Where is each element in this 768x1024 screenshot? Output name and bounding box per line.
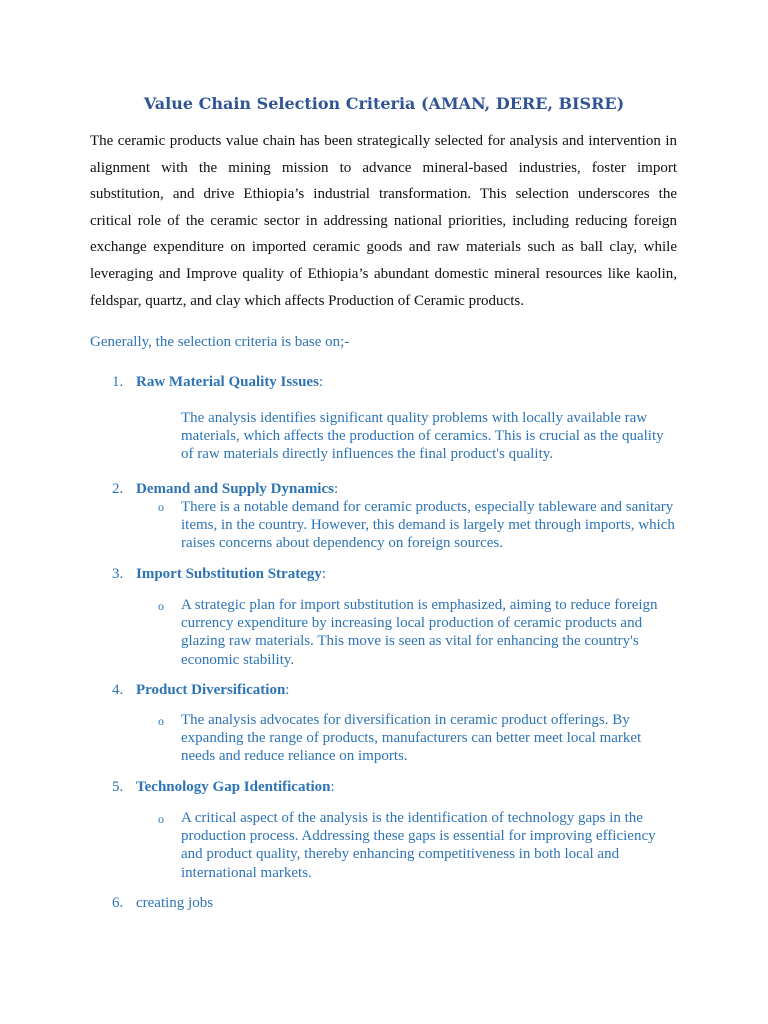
intro-line: feldspar, quartz, and clay which affects Production of Ceramic products.	[90, 292, 524, 309]
criterion-description: A critical aspect of the analysis is the identification of technology gaps in the production process. Addressing these gaps is essential for improving efficiency and product quality, thereby enhancing competitiveness in both local and international markets.	[181, 810, 656, 881]
criterion-description: The analysis advocates for diversification in ceramic product offerings. By expanding the range of products, manufacturers can better meet local market needs and reduce reliance on imports.	[181, 712, 642, 765]
intro-line: alignment with the mining mission to advance mineral-based industries, foster import	[90, 159, 677, 176]
criterion-heading-text: Technology Gap Identification	[136, 779, 331, 795]
criterion-description: The analysis identifies significant quality problems with locally available raw materials, which affects the production of ceramics. This is crucial as the quality of raw materials directly influences the final product's quality.	[181, 410, 664, 463]
bullet-icon: o	[158, 714, 164, 728]
criterion-heading-text: Import Substitution Strategy	[136, 566, 322, 582]
criterion-heading-text: Product Diversification	[136, 682, 286, 698]
criterion-heading	[136, 565, 326, 583]
criterion-heading	[136, 894, 213, 912]
list-number: 3.	[112, 566, 124, 582]
document-title: Value Chain Selection Criteria (AMAN, DERE, BISRE)	[143, 94, 625, 113]
criterion-heading-text: Demand and Supply Dynamics	[136, 481, 334, 497]
list-number: 1.	[112, 374, 124, 390]
criterion-colon: :	[333, 481, 339, 497]
criterion-description: A strategic plan for import substitution is emphasized, aiming to reduce foreign currency expenditure by increasing local production of ceramic products and glazing raw materials. This move is seen as vital for enhancing the country's economic stability.	[181, 597, 658, 668]
bullet-icon: o	[158, 500, 164, 514]
intro-line: critical role of the ceramic sector in addressing national priorities, including reducing foreign	[90, 212, 677, 229]
criterion-heading-text: creating jobs	[136, 895, 214, 911]
intro-line: substitution, and drive Ethiopia’s industrial transformation. This selection underscores the	[90, 186, 677, 203]
criteria-lead: Generally, the selection criteria is base on;-	[90, 334, 350, 350]
list-number: 4.	[112, 682, 124, 698]
intro-line: The ceramic products value chain has been strategically selected for analysis and intervention in	[90, 133, 677, 149]
bullet-icon: o	[158, 599, 164, 613]
criterion-heading	[136, 681, 289, 699]
criterion-heading-text: Raw Material Quality Issues	[136, 374, 319, 390]
criterion-heading	[136, 778, 335, 796]
bullet-icon: o	[158, 812, 164, 826]
criterion-colon: :	[321, 566, 327, 582]
intro-line: leveraging and Improve quality of Ethiopia’s abundant domestic mineral resources like kaolin,	[90, 265, 677, 282]
criterion-colon: :	[285, 682, 290, 698]
intro-line: exchange expenditure on imported ceramic goods and raw materials such as ball clay, while	[90, 239, 677, 256]
criterion-heading	[136, 373, 323, 391]
list-number: 2.	[112, 481, 124, 497]
list-number: 6.	[112, 895, 124, 911]
intro-paragraph	[90, 128, 677, 314]
criterion-description: There is a notable demand for ceramic products, especially tableware and sanitary items, in the country. However, this demand is largely met through imports, which raises concerns about dependency on foreign sources.	[181, 499, 675, 552]
criterion-colon: :	[330, 779, 335, 795]
criterion-heading	[136, 480, 338, 498]
criterion-colon: :	[318, 374, 324, 390]
list-number: 5.	[112, 779, 124, 795]
